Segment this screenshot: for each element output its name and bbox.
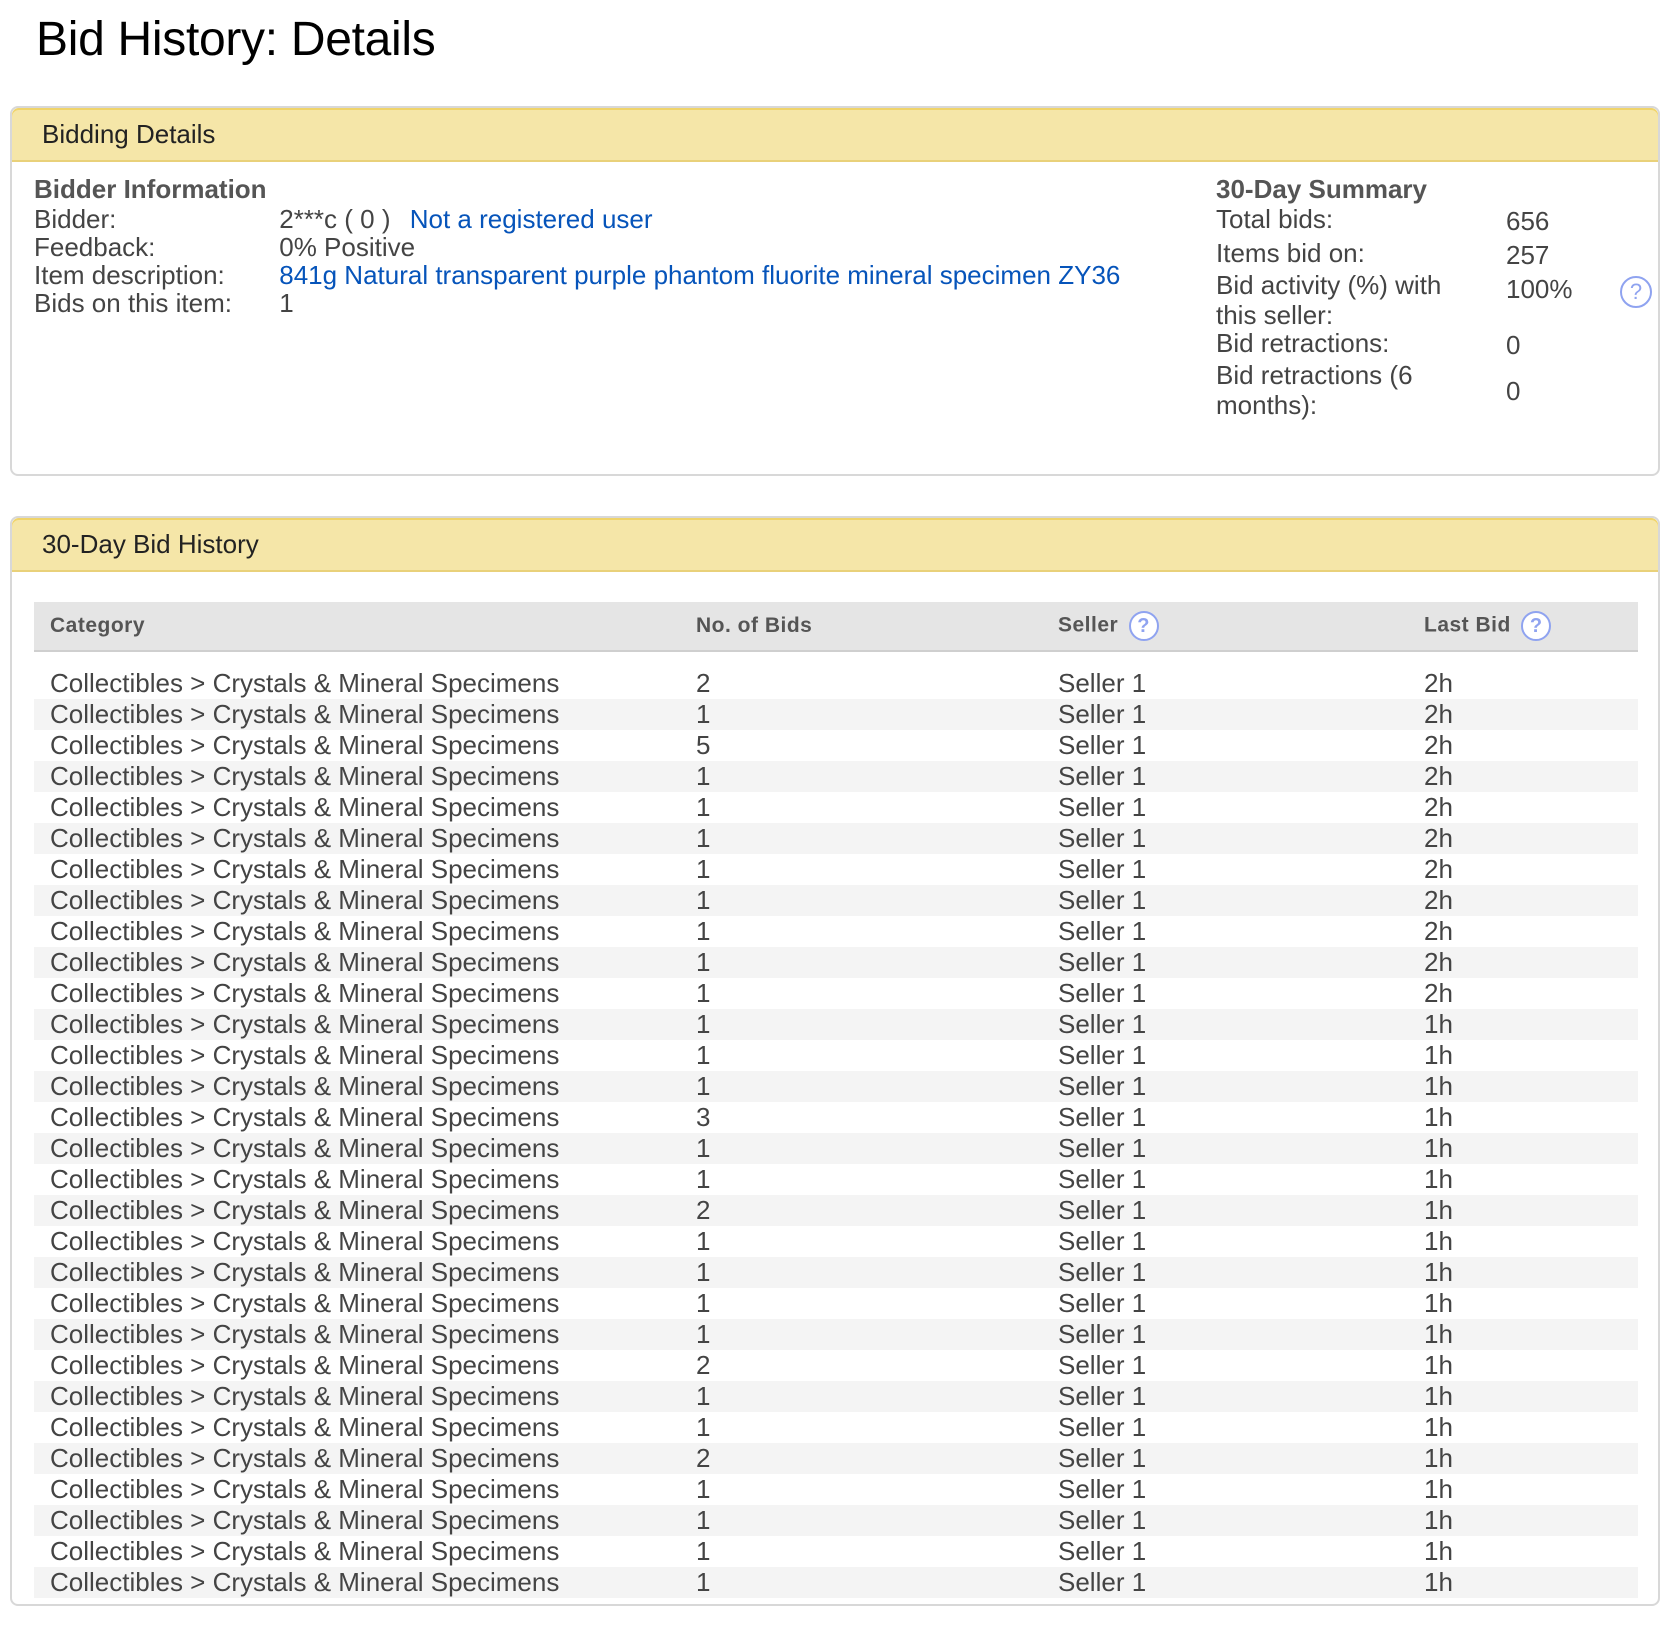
table-spacer bbox=[34, 651, 1638, 668]
cell-last-bid: 1h bbox=[1408, 1350, 1638, 1381]
bidder-row bbox=[34, 204, 653, 235]
cell-bids: 1 bbox=[680, 1505, 1042, 1536]
cell-seller: Seller 1 bbox=[1042, 916, 1408, 947]
cell-seller: Seller 1 bbox=[1042, 1443, 1408, 1474]
feedback-label: Feedback: bbox=[34, 232, 156, 262]
cell-last-bid: 2h bbox=[1408, 823, 1638, 854]
total-bids-label: Total bids: bbox=[1216, 204, 1334, 234]
table-row bbox=[34, 761, 1638, 792]
page-title: Bid History: Details bbox=[36, 13, 436, 66]
cell-last-bid: 1h bbox=[1408, 1319, 1638, 1350]
column-header-category[interactable] bbox=[34, 602, 680, 651]
cell-category: Collectibles > Crystals & Mineral Specimens bbox=[34, 1195, 680, 1226]
table-header-row bbox=[34, 602, 1638, 651]
cell-last-bid: 1h bbox=[1408, 1102, 1638, 1133]
cell-seller: Seller 1 bbox=[1042, 1133, 1408, 1164]
column-header-last-bid[interactable] bbox=[1408, 602, 1638, 651]
item-description-row bbox=[34, 260, 1120, 291]
cell-last-bid: 2h bbox=[1408, 761, 1638, 792]
bidding-details-header: Bidding Details bbox=[12, 108, 1658, 162]
cell-seller: Seller 1 bbox=[1042, 1350, 1408, 1381]
feedback-row bbox=[34, 232, 415, 263]
table-row bbox=[34, 978, 1638, 1009]
bid-retractions-6m-label: Bid retractions (6 months): bbox=[1216, 360, 1413, 420]
cell-seller: Seller 1 bbox=[1042, 1226, 1408, 1257]
cell-bids: 1 bbox=[680, 1040, 1042, 1071]
cell-last-bid: 1h bbox=[1408, 1474, 1638, 1505]
cell-bids: 1 bbox=[680, 1257, 1042, 1288]
table-row bbox=[34, 730, 1638, 761]
items-bid-on-value: 257 bbox=[1506, 240, 1550, 270]
cell-bids: 1 bbox=[680, 1567, 1042, 1598]
cell-last-bid: 1h bbox=[1408, 1381, 1638, 1412]
cell-last-bid: 1h bbox=[1408, 1412, 1638, 1443]
table-row bbox=[34, 668, 1638, 699]
summary-title: 30-Day Summary bbox=[1216, 174, 1427, 204]
cell-seller: Seller 1 bbox=[1042, 1102, 1408, 1133]
bid-activity-help-icon[interactable]: ? bbox=[1620, 276, 1652, 308]
cell-seller: Seller 1 bbox=[1042, 1412, 1408, 1443]
cell-last-bid: 2h bbox=[1408, 947, 1638, 978]
table-row bbox=[34, 1257, 1638, 1288]
cell-seller: Seller 1 bbox=[1042, 1040, 1408, 1071]
cell-last-bid: 1h bbox=[1408, 1567, 1638, 1598]
cell-last-bid: 2h bbox=[1408, 854, 1638, 885]
cell-bids: 1 bbox=[680, 1474, 1042, 1505]
table-row bbox=[34, 1381, 1638, 1412]
cell-last-bid: 2h bbox=[1408, 885, 1638, 916]
bidder-label: Bidder: bbox=[34, 204, 117, 234]
table-row bbox=[34, 1412, 1638, 1443]
cell-last-bid: 1h bbox=[1408, 1536, 1638, 1567]
cell-seller: Seller 1 bbox=[1042, 668, 1408, 699]
cell-last-bid: 2h bbox=[1408, 916, 1638, 947]
cell-category: Collectibles > Crystals & Mineral Specimens bbox=[34, 1009, 680, 1040]
table-row bbox=[34, 1133, 1638, 1164]
cell-category: Collectibles > Crystals & Mineral Specimens bbox=[34, 885, 680, 916]
cell-bids: 1 bbox=[680, 885, 1042, 916]
bid-activity-value: 100% bbox=[1506, 274, 1573, 304]
cell-last-bid: 2h bbox=[1408, 792, 1638, 823]
table-row bbox=[34, 792, 1638, 823]
cell-category: Collectibles > Crystals & Mineral Specimens bbox=[34, 1567, 680, 1598]
table-row bbox=[34, 823, 1638, 854]
cell-category: Collectibles > Crystals & Mineral Specimens bbox=[34, 792, 680, 823]
table-row bbox=[34, 699, 1638, 730]
cell-category: Collectibles > Crystals & Mineral Specimens bbox=[34, 978, 680, 1009]
cell-category: Collectibles > Crystals & Mineral Specimens bbox=[34, 1505, 680, 1536]
total-bids-value: 656 bbox=[1506, 206, 1550, 236]
cell-seller: Seller 1 bbox=[1042, 1319, 1408, 1350]
cell-bids: 2 bbox=[680, 668, 1042, 699]
cell-category: Collectibles > Crystals & Mineral Specimens bbox=[34, 1474, 680, 1505]
cell-bids: 3 bbox=[680, 1102, 1042, 1133]
cell-last-bid: 1h bbox=[1408, 1195, 1638, 1226]
bid-activity-label: Bid activity (%) with this seller: bbox=[1216, 270, 1442, 330]
last-bid-help-icon[interactable]: ? bbox=[1521, 611, 1551, 641]
cell-last-bid: 1h bbox=[1408, 1257, 1638, 1288]
cell-category: Collectibles > Crystals & Mineral Specimens bbox=[34, 947, 680, 978]
table-row bbox=[34, 1474, 1638, 1505]
column-header-last-bid-label: Last Bid bbox=[1424, 613, 1511, 637]
bid-history-header: 30-Day Bid History bbox=[12, 518, 1658, 572]
cell-bids: 1 bbox=[680, 916, 1042, 947]
cell-bids: 1 bbox=[680, 854, 1042, 885]
bid-retractions-value: 0 bbox=[1506, 330, 1521, 360]
table-row bbox=[34, 1350, 1638, 1381]
cell-seller: Seller 1 bbox=[1042, 885, 1408, 916]
cell-seller: Seller 1 bbox=[1042, 1257, 1408, 1288]
cell-last-bid: 2h bbox=[1408, 978, 1638, 1009]
cell-category: Collectibles > Crystals & Mineral Specimens bbox=[34, 1381, 680, 1412]
cell-seller: Seller 1 bbox=[1042, 1474, 1408, 1505]
table-row bbox=[34, 1102, 1638, 1133]
table-row bbox=[34, 1443, 1638, 1474]
bid-history-table-wrap bbox=[34, 602, 1638, 1598]
cell-bids: 1 bbox=[680, 761, 1042, 792]
cell-category: Collectibles > Crystals & Mineral Specimens bbox=[34, 1164, 680, 1195]
cell-category: Collectibles > Crystals & Mineral Specimens bbox=[34, 730, 680, 761]
bid-retractions-6m-value: 0 bbox=[1506, 376, 1521, 406]
table-row bbox=[34, 1505, 1638, 1536]
cell-category: Collectibles > Crystals & Mineral Specimens bbox=[34, 668, 680, 699]
cell-seller: Seller 1 bbox=[1042, 1381, 1408, 1412]
cell-last-bid: 2h bbox=[1408, 730, 1638, 761]
cell-seller: Seller 1 bbox=[1042, 792, 1408, 823]
cell-seller: Seller 1 bbox=[1042, 699, 1408, 730]
cell-seller: Seller 1 bbox=[1042, 1288, 1408, 1319]
table-row bbox=[34, 1226, 1638, 1257]
table-row bbox=[34, 1040, 1638, 1071]
table-row bbox=[34, 1164, 1638, 1195]
column-header-bids[interactable] bbox=[680, 602, 1042, 651]
bids-on-item-label: Bids on this item: bbox=[34, 288, 232, 318]
cell-bids: 1 bbox=[680, 1412, 1042, 1443]
table-row bbox=[34, 947, 1638, 978]
not-registered-link[interactable]: Not a registered user bbox=[409, 204, 653, 234]
bid-history-panel bbox=[10, 516, 1660, 1606]
bid-history-table bbox=[34, 602, 1638, 1598]
seller-help-icon[interactable]: ? bbox=[1129, 611, 1159, 641]
cell-seller: Seller 1 bbox=[1042, 947, 1408, 978]
cell-bids: 5 bbox=[680, 730, 1042, 761]
bid-retractions-label: Bid retractions: bbox=[1216, 328, 1390, 358]
cell-seller: Seller 1 bbox=[1042, 730, 1408, 761]
cell-category: Collectibles > Crystals & Mineral Specimens bbox=[34, 1443, 680, 1474]
column-header-category-label: Category bbox=[50, 614, 146, 637]
cell-bids: 2 bbox=[680, 1350, 1042, 1381]
table-row bbox=[34, 916, 1638, 947]
cell-bids: 1 bbox=[680, 1164, 1042, 1195]
table-row bbox=[34, 1009, 1638, 1040]
cell-seller: Seller 1 bbox=[1042, 1009, 1408, 1040]
table-row bbox=[34, 1071, 1638, 1102]
bids-on-item-row bbox=[34, 288, 294, 319]
cell-category: Collectibles > Crystals & Mineral Specimens bbox=[34, 1288, 680, 1319]
cell-seller: Seller 1 bbox=[1042, 1164, 1408, 1195]
cell-bids: 1 bbox=[680, 792, 1042, 823]
cell-bids: 1 bbox=[680, 1288, 1042, 1319]
cell-bids: 2 bbox=[680, 1195, 1042, 1226]
cell-last-bid: 1h bbox=[1408, 1071, 1638, 1102]
cell-last-bid: 1h bbox=[1408, 1505, 1638, 1536]
table-row bbox=[34, 885, 1638, 916]
cell-last-bid: 2h bbox=[1408, 668, 1638, 699]
cell-bids: 1 bbox=[680, 947, 1042, 978]
table-row bbox=[34, 1536, 1638, 1567]
cell-bids: 1 bbox=[680, 823, 1042, 854]
cell-last-bid: 1h bbox=[1408, 1009, 1638, 1040]
cell-category: Collectibles > Crystals & Mineral Specimens bbox=[34, 1536, 680, 1567]
bidder-value: 2***c ( 0 ) bbox=[279, 204, 391, 234]
cell-category: Collectibles > Crystals & Mineral Specimens bbox=[34, 1102, 680, 1133]
table-row bbox=[34, 1567, 1638, 1598]
cell-seller: Seller 1 bbox=[1042, 1536, 1408, 1567]
cell-bids: 1 bbox=[680, 1319, 1042, 1350]
cell-last-bid: 1h bbox=[1408, 1040, 1638, 1071]
cell-category: Collectibles > Crystals & Mineral Specimens bbox=[34, 699, 680, 730]
cell-bids: 1 bbox=[680, 1536, 1042, 1567]
cell-seller: Seller 1 bbox=[1042, 1567, 1408, 1598]
bids-on-item-value: 1 bbox=[279, 288, 294, 318]
cell-bids: 1 bbox=[680, 1071, 1042, 1102]
cell-bids: 1 bbox=[680, 1133, 1042, 1164]
column-header-seller[interactable] bbox=[1042, 602, 1408, 651]
cell-category: Collectibles > Crystals & Mineral Specimens bbox=[34, 1226, 680, 1257]
cell-category: Collectibles > Crystals & Mineral Specimens bbox=[34, 1412, 680, 1443]
cell-seller: Seller 1 bbox=[1042, 1071, 1408, 1102]
cell-last-bid: 1h bbox=[1408, 1164, 1638, 1195]
cell-seller: Seller 1 bbox=[1042, 761, 1408, 792]
feedback-value: 0% Positive bbox=[279, 232, 416, 262]
bid-history-body bbox=[34, 651, 1638, 1598]
table-row bbox=[34, 1195, 1638, 1226]
cell-category: Collectibles > Crystals & Mineral Specimens bbox=[34, 1040, 680, 1071]
cell-seller: Seller 1 bbox=[1042, 978, 1408, 1009]
table-spacer-cell bbox=[34, 651, 1638, 668]
cell-bids: 1 bbox=[680, 978, 1042, 1009]
cell-bids: 1 bbox=[680, 1009, 1042, 1040]
cell-category: Collectibles > Crystals & Mineral Specimens bbox=[34, 1319, 680, 1350]
cell-last-bid: 1h bbox=[1408, 1133, 1638, 1164]
cell-bids: 1 bbox=[680, 1381, 1042, 1412]
cell-category: Collectibles > Crystals & Mineral Specimens bbox=[34, 1071, 680, 1102]
cell-bids: 1 bbox=[680, 1226, 1042, 1257]
item-description-label: Item description: bbox=[34, 260, 225, 290]
table-row bbox=[34, 1319, 1638, 1350]
cell-category: Collectibles > Crystals & Mineral Specimens bbox=[34, 1133, 680, 1164]
column-header-bids-label: No. of Bids bbox=[696, 614, 813, 637]
table-row bbox=[34, 1288, 1638, 1319]
items-bid-on-label: Items bid on: bbox=[1216, 238, 1365, 268]
cell-last-bid: 1h bbox=[1408, 1443, 1638, 1474]
cell-last-bid: 1h bbox=[1408, 1226, 1638, 1257]
cell-category: Collectibles > Crystals & Mineral Specimens bbox=[34, 1257, 680, 1288]
cell-seller: Seller 1 bbox=[1042, 823, 1408, 854]
cell-category: Collectibles > Crystals & Mineral Specimens bbox=[34, 823, 680, 854]
column-header-seller-label: Seller bbox=[1058, 613, 1119, 637]
cell-category: Collectibles > Crystals & Mineral Specimens bbox=[34, 761, 680, 792]
cell-last-bid: 2h bbox=[1408, 699, 1638, 730]
bidding-details-panel bbox=[10, 106, 1660, 476]
cell-category: Collectibles > Crystals & Mineral Specimens bbox=[34, 1350, 680, 1381]
cell-seller: Seller 1 bbox=[1042, 1195, 1408, 1226]
cell-last-bid: 1h bbox=[1408, 1288, 1638, 1319]
table-row bbox=[34, 854, 1638, 885]
cell-seller: Seller 1 bbox=[1042, 1505, 1408, 1536]
item-description-link[interactable]: 841g Natural transparent purple phantom fluorite mineral specimen ZY36 bbox=[279, 260, 1121, 290]
cell-seller: Seller 1 bbox=[1042, 854, 1408, 885]
cell-category: Collectibles > Crystals & Mineral Specimens bbox=[34, 916, 680, 947]
cell-bids: 1 bbox=[680, 699, 1042, 730]
cell-category: Collectibles > Crystals & Mineral Specimens bbox=[34, 854, 680, 885]
bidder-info-title: Bidder Information bbox=[34, 174, 267, 204]
cell-bids: 2 bbox=[680, 1443, 1042, 1474]
